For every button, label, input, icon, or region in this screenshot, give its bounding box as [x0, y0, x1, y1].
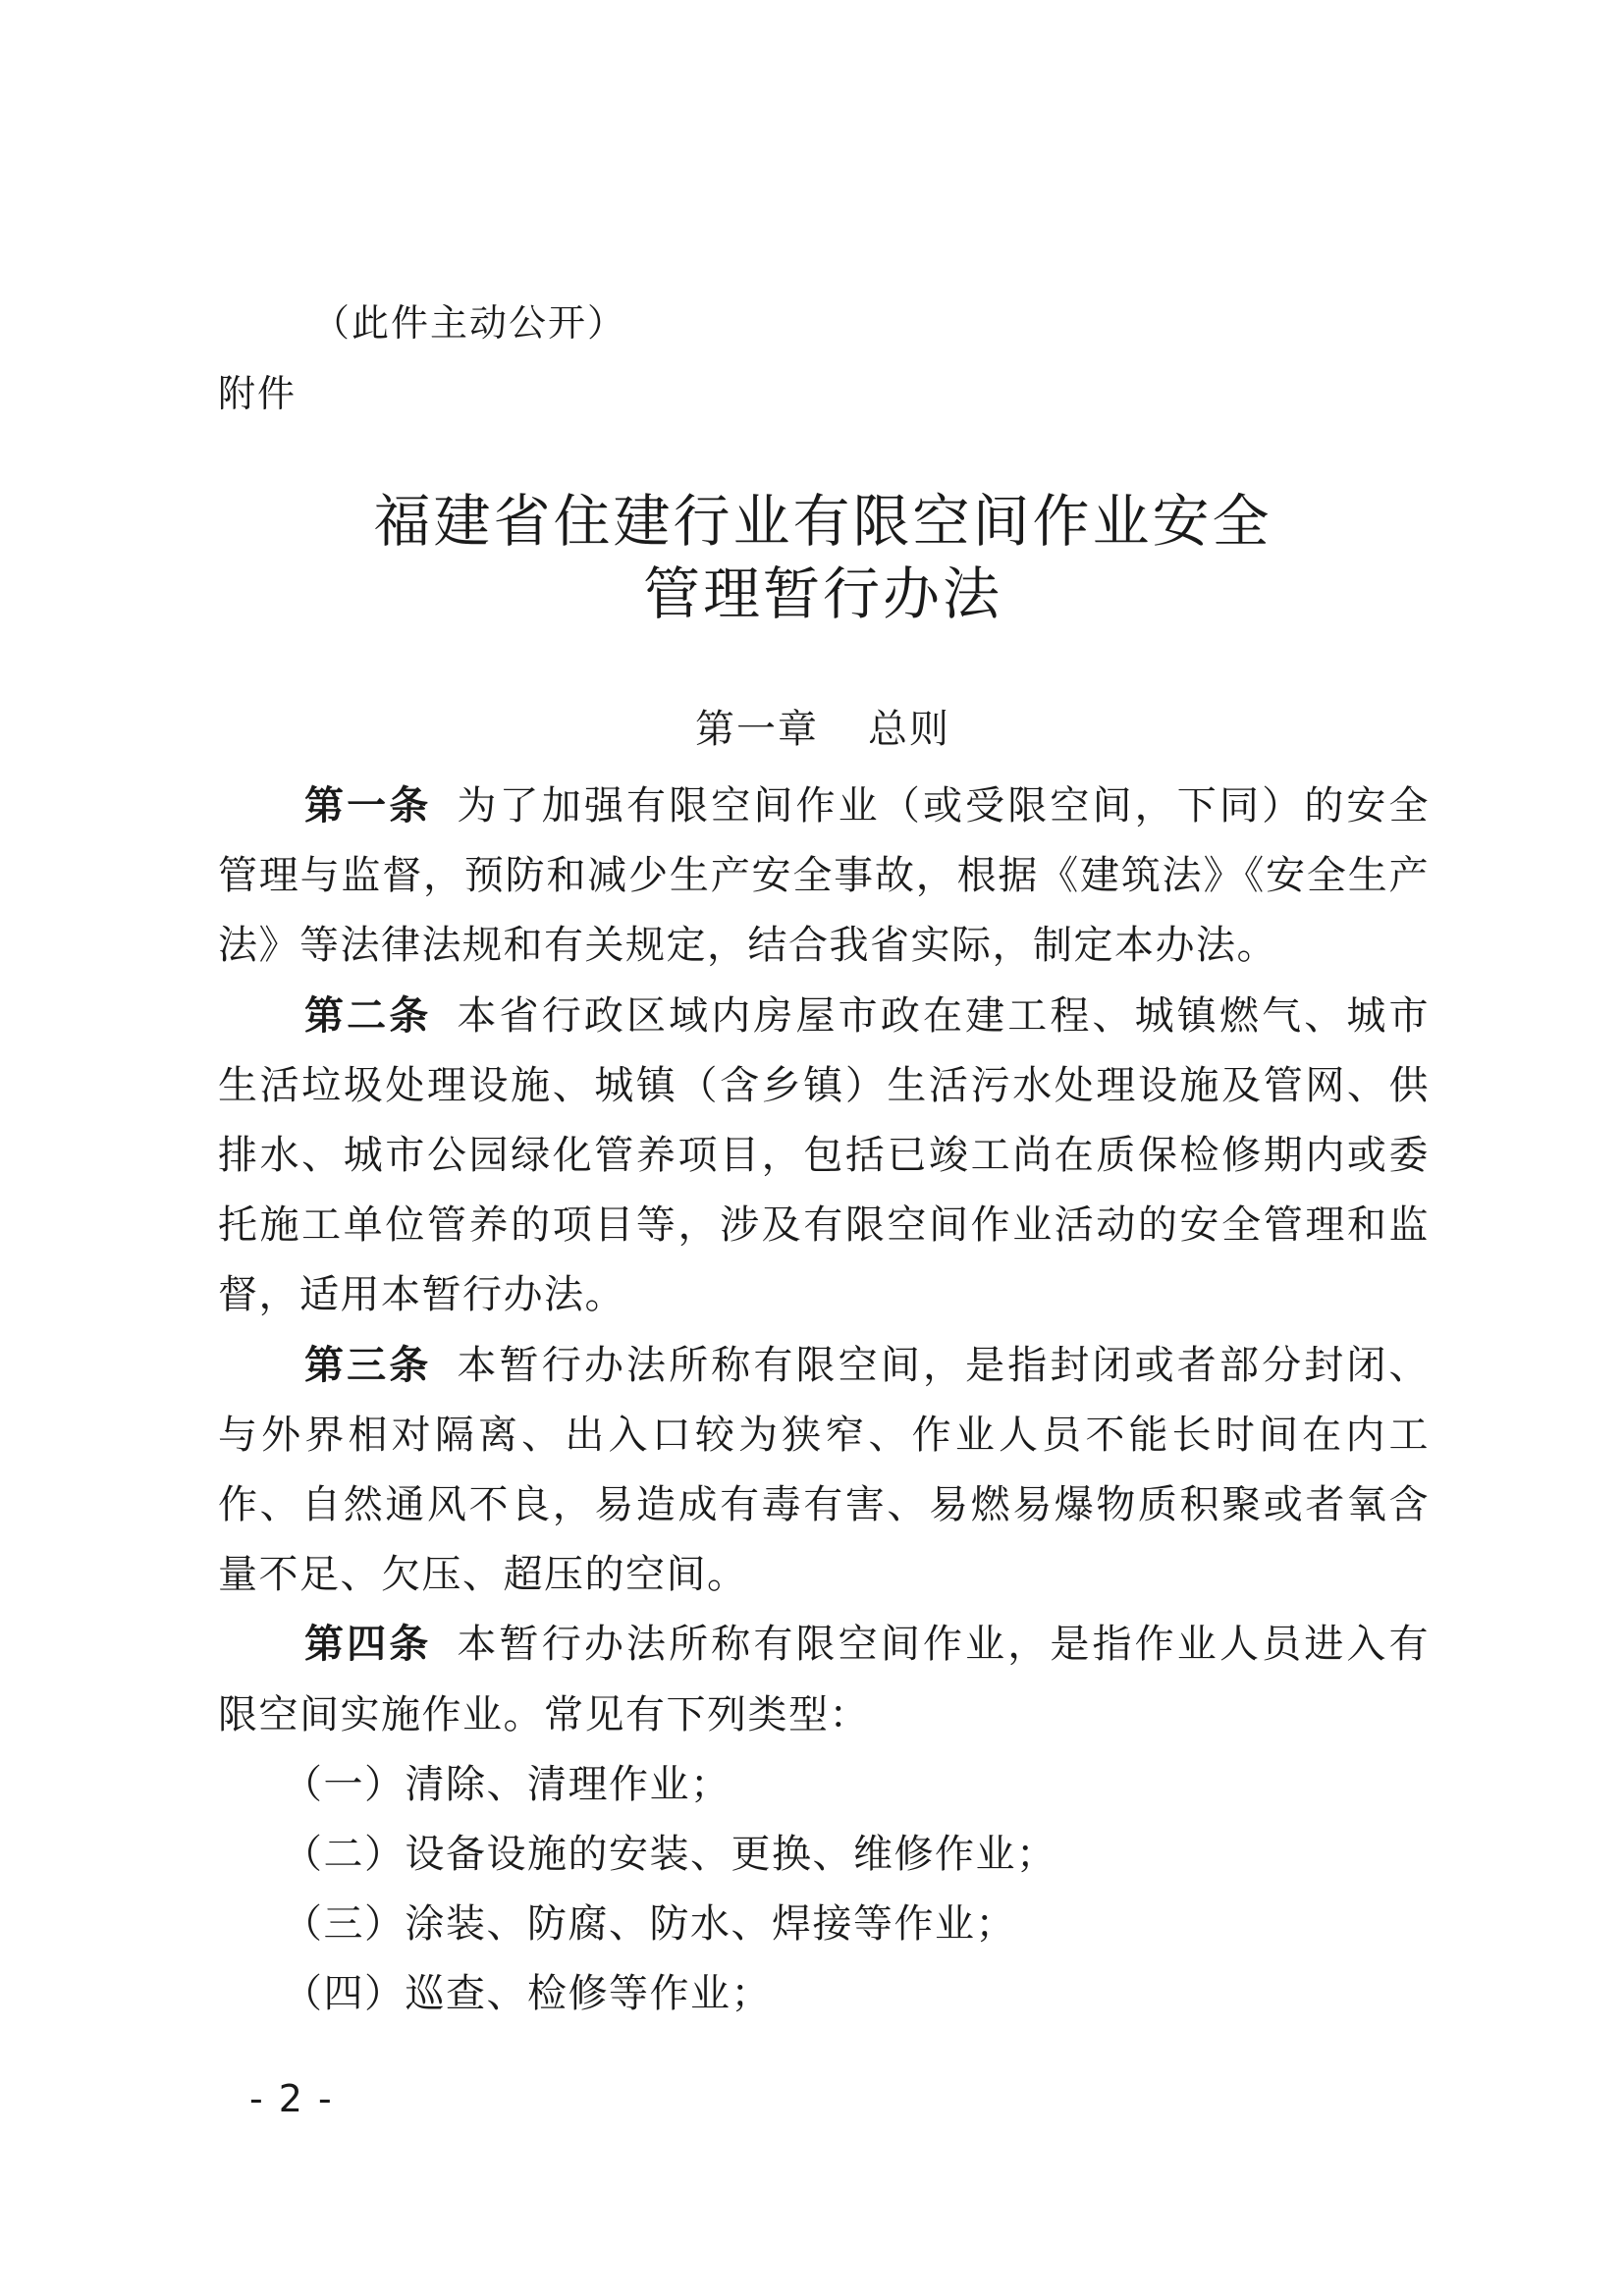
work-type-list	[218, 1750, 1430, 2030]
article-text: 为了加强有限空间作业（或受限空间，下同）的安全管理与监督，预防和减少生产安全事故，根据《建筑法》《安全生产法》等法律法规和有关规定，结合我省实际，制定本办法。	[218, 783, 1431, 969]
document-body	[218, 772, 1430, 2030]
article-text: 本省行政区域内房屋市政在建工程、城镇燃气、城市生活垃圾处理设施、城镇（含乡镇）生活污水处理设施及管网、供排水、城市公园绿化管养项目，包括已竣工尚在质保检修期内或委托施工单位管养的项目等，涉及有限空间作业活动的安全管理和监督，适用本暂行办法。	[218, 992, 1431, 1318]
article-label: 第四条	[304, 1622, 432, 1668]
work-type-item: （四）巡查、检修等作业；	[283, 1971, 772, 2017]
chapter-name: 总则	[868, 707, 950, 752]
work-type-item: （一）清除、清理作业；	[283, 1761, 731, 1807]
article-paragraph	[218, 1610, 1430, 1749]
article-paragraph	[218, 1331, 1430, 1611]
article-text: 本暂行办法所称有限空间，是指封闭或者部分封闭、与外界相对隔离、出入口较为狭窄、作业人员不能长时间在内工作、自然通风不良，易造成有毒有害、易燃易爆物质积聚或者氧含量不足、欠压、超压的空间。	[218, 1342, 1431, 1598]
work-type-item: （三）涂装、防腐、防水、焊接等作业；	[283, 1901, 1016, 1948]
article-paragraph	[218, 982, 1430, 1331]
chapter-heading	[218, 699, 1428, 760]
article-paragraph	[218, 772, 1430, 982]
article-label: 第一条	[304, 783, 432, 828]
disclosure-note: （此件主动公开）	[312, 301, 627, 345]
document-title-line-2: 管理暂行办法	[642, 561, 1002, 627]
chapter-number: 第一章	[695, 707, 819, 752]
document-title-line-1: 福建省住建行业有限空间作业安全	[373, 488, 1272, 555]
work-type-item: （二）设备设施的安装、更换、维修作业；	[283, 1832, 1057, 1878]
attachment-label: 附件	[218, 372, 298, 415]
article-label: 第三条	[304, 1342, 432, 1388]
article-text: 本暂行办法所称有限空间作业，是指作业人员进入有限空间实施作业。常见有下列类型：	[218, 1622, 1431, 1737]
article-label: 第二条	[304, 992, 432, 1039]
page-number: - 2 -	[249, 2077, 334, 2120]
